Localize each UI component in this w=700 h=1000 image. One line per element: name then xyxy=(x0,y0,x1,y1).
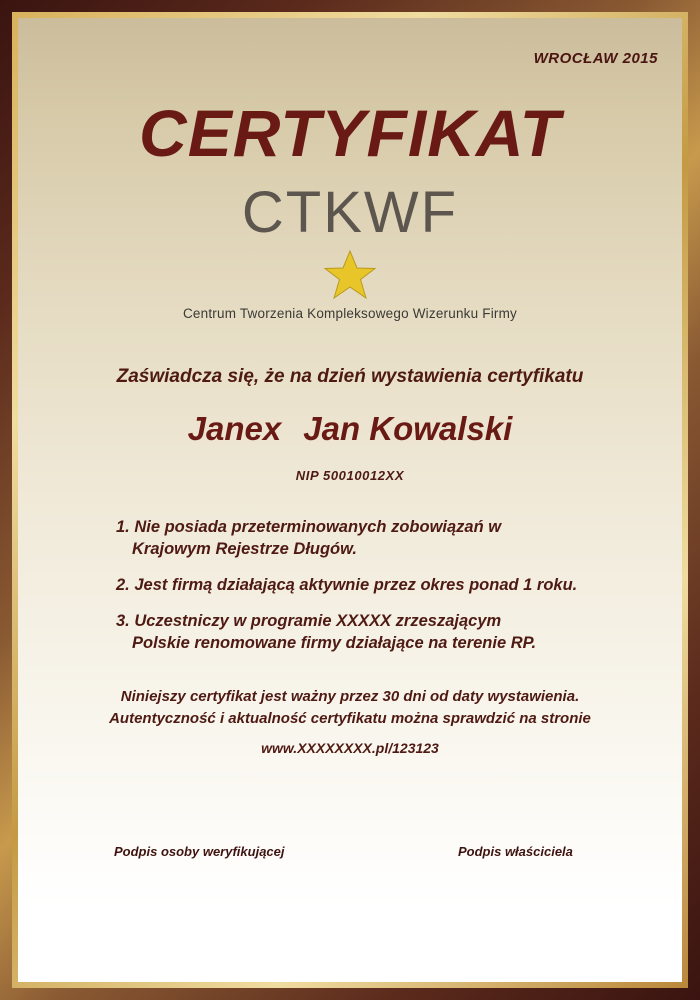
company-short-name: Janex xyxy=(187,410,282,447)
validity-line-2: Autentyczność i aktualność certyfikatu można sprawdzić na stronie xyxy=(109,710,591,727)
certificate-points-list xyxy=(116,516,622,668)
signature-owner-label: Podpis właściciela xyxy=(458,844,573,859)
point-line: Krajowym Rejestrze Długów. xyxy=(132,540,357,558)
list-item xyxy=(116,574,622,596)
certificate-title: CERTYFIKAT xyxy=(139,96,561,170)
company-owner-name: Jan Kowalski xyxy=(303,410,513,447)
nip-number: NIP 50010012XX xyxy=(295,468,405,483)
point-line: 1. Nie posiada przeterminowanych zobowiązań w xyxy=(116,518,502,536)
list-item xyxy=(116,516,622,560)
validity-line-1: Niniejszy certyfikat jest ważny przez 30 dni od daty wystawienia. xyxy=(120,688,580,705)
verification-url: www.XXXXXXXX.pl/123123 xyxy=(261,740,439,756)
point-line: 3. Uczestniczy w programie XXXXX zrzeszającym xyxy=(116,612,502,630)
signature-verifier-label: Podpis osoby weryfikującej xyxy=(114,844,285,859)
star-icon xyxy=(324,250,376,300)
certificate-content xyxy=(18,18,682,982)
point-line: Polskie renomowane firmy działające na terenie RP. xyxy=(132,634,537,652)
certificate-acronym: CTKWF xyxy=(241,180,459,245)
intro-statement: Zaświadcza się, że na dzień wystawienia certyfikatu xyxy=(116,366,584,387)
list-item xyxy=(116,610,622,654)
validity-note xyxy=(78,686,622,730)
organization-tagline: Centrum Tworzenia Kompleksowego Wizerunku Firmy xyxy=(182,306,517,321)
city-year-label: WROCŁAW 2015 xyxy=(533,50,658,67)
point-line: 2. Jest firmą działającą aktywnie przez okres ponad 1 roku. xyxy=(116,576,578,594)
company-name-block xyxy=(18,410,682,448)
